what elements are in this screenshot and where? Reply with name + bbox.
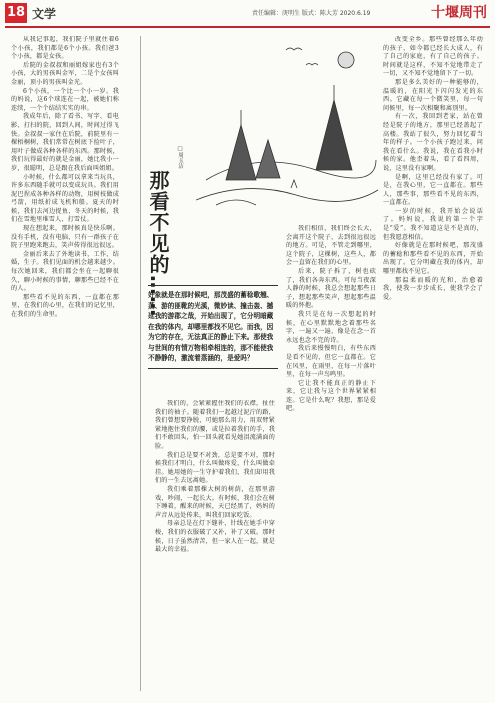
paragraph: 我们的，会紧紧握住我们的衣襟，扯住我们的袖子。随着我们一起越过泥泞的路，我们曾想要挣脱，可她那么用力，用双臂紧紧地抱住我们的腰，或是拉着我们的手，我们不敢回头，怕一回头就看见她泪流满面的脸。 xyxy=(155,400,275,450)
pull-quote: 好象就是在那时候吧，那茂盛的蓄稔歌翘、蒸、游的匪靴的光溪，微妙读、撞击轰、撼延我的游郡之哉，开始出现了，它分明暗藏在我的体内，却哪里都找不见它。而我，因为它的存在，无法真正的静止下来。那使我与世间的有情万物相牵相连的，那不能使我不静静的，激流着蒸涵的，是爱吗？ xyxy=(148,285,278,369)
paragraph: 金丽后来去了外地读书，工作，结婚，生子。我们见面的机会越来越少。每次她回来，我们都会坐在一起聊很久，聊小时候的事情，聊那些已经不在的人。 xyxy=(11,250,119,293)
page-header xyxy=(0,0,495,26)
paragraph: 好像就是在那时候吧，那茂盛的蓄稔和那些看不见的东西，开始出现了。它分明藏在我的体内，却哪里都找不见它。 xyxy=(383,242,483,276)
paragraph: 我后来慢慢明白，有些东西是看不见的，但它一直都在。它在风里，在雨里，在每一片落叶里，在每一声鸟鸣里。 xyxy=(286,345,376,379)
paragraph: 是啊，这里已经没有家了。可是，在我心里，它一直都在。那些人，那些事，那些看不见的东西，一直都在。 xyxy=(383,173,483,207)
paragraph: 小时候，什么都可以拿来当玩具，许多东西随手就可以变成玩具。我们用泥巴捏成各种各样的动物，用树枝做成弓箭，用纸折成飞机和船。夏天的时候，我们去河边捉鱼，冬天的时候，我们在雪地里堆雪人、打雪仗。 xyxy=(11,173,119,224)
illustration xyxy=(196,30,378,220)
paragraph: 那是多么美好的一种能够的，温暖的，在阳光下闪闪发光的东西。它藏在每一个微笑里，每一句问候里，每一次相聚和离别里。 xyxy=(383,78,483,112)
paragraph: 母亲总是在灯下缝补，针线在她手中穿梭，我们的衣服破了又补，补了又破。那时候，日子虽然清苦，但一家人在一起，就是最大的幸福。 xyxy=(155,520,275,554)
page-number: 18 xyxy=(5,3,27,23)
paragraph: 6个小孩，一个比一个小一岁。我的妈说，这6个球连在一起，被她们称连续，一个个结结实实的串。 xyxy=(11,87,119,112)
paragraph: 改变全乡。那些曾经那么年幼的孩子，如今都已经长大成人，有了自己的家庭，有了自己的孩子。时间就是这样，不知不觉地带走了一切，又不知不觉地留下了一切。 xyxy=(383,36,483,78)
paragraph: 我们总是要不对劲，总是要不对，那时候我们才明白，什么叫做疼爱，什么叫做牵挂。她用她的一生守护着我们，我们却用我们的一生去远离她。 xyxy=(155,451,275,485)
paragraph: 我成年后，除了看书、写字、看电影、打扫的院，回到人间，时间过得飞快。金叔叔一家住在后院，前院里有一棵梧桐树，我们常常在树底下捡叶子，用叶子做成各种各样的东西。那时候，我们玩得最好的就是金丽，她比我小一岁，很聪明，总是跟在我后面叫姐姐。 xyxy=(11,113,119,172)
article-column-3 xyxy=(286,225,376,695)
section-name: 文学 xyxy=(32,7,57,21)
article-column-2 xyxy=(155,400,275,695)
paragraph: 我只是在每一次想起的时候，在心里默默地念着那些名字，一遍又一遍，像是在念一首永远也念不完的诗。 xyxy=(286,310,376,344)
article-title: 那看不见的…… xyxy=(146,170,170,317)
masthead: 十堰周刊 xyxy=(431,5,487,21)
editor-meta: 责任编辑：庚明生 版式：陈大芳 2020.6.19 xyxy=(252,10,371,17)
paragraph: 后院的金叔叔和丽姐嫁家也有3个小孩，大的男孩叫金军，二是个女孩叫金丽，顶小的男孩叫金光。 xyxy=(11,61,119,86)
column-divider xyxy=(140,36,141,691)
paragraph: 那些看不见的东西，一直都在那里，在我们的心里，在我们的记忆里，在我们的生命里。 xyxy=(11,293,119,318)
paragraph: 那温柔而暖的光和，治愈着我，使我一步步成长，使我学会了爱。 xyxy=(383,276,483,301)
author-byline: □周玉洁 xyxy=(177,146,183,169)
paragraph: 现在想起来，那时候真是快乐啊。没有手机，没有电脑，只有一群孩子在院子里跑来跑去，笑声传得很远很远。 xyxy=(11,225,119,250)
paragraph: 有一次，我回到老家，站在曾经是院子的地方，那里已经盖起了高楼。我站了很久，努力回忆着当年的样子。一个小孩子跑过来，问我在看什么。我说，我在看我小时候的家。他歪着头，看了看四周，说，这里没有家啊。 xyxy=(383,113,483,172)
paragraph: 一岁的时候，我开始会说话了。妈妈说，我说的第一个字是“爱”。我不知道这是不是真的，但我愿意相信。 xyxy=(383,207,483,241)
paragraph: 我们相信，我们终会长大，会离开这个院子，去到很远很远的地方。可是，不管走到哪里，这个院子，这棵树，这些人，都会一直留在我们的心里。 xyxy=(286,225,376,267)
paragraph: 后来，院子拆了，树也砍了，我们各奔东西。可每当夜深人静的时候，我总会想起那些日子，想起那些笑声，想起那些温暖的怀抱。 xyxy=(286,267,376,310)
paragraph: 它让我不能真正的静止下来，它让我与这个世界紧紧相连。它是什么呢？我想，那是爱吧。 xyxy=(286,379,376,413)
paragraph: 我们乘着那棵大树的树荫，在那里游戏、吵闹，一起长大。有时候，我们会在树下睡着，醒来的时候，天已经黑了，妈妈的声音从远处传来，叫我们回家吃饭。 xyxy=(155,485,275,519)
header-rule xyxy=(5,26,490,28)
paragraph: 从我记事起，我们院子里就住着6个小孩，我们都是6个小孩。我们爸3个小孩，都是女孩。 xyxy=(11,36,119,61)
article-column-4 xyxy=(383,36,483,696)
article-column-1 xyxy=(11,36,119,696)
